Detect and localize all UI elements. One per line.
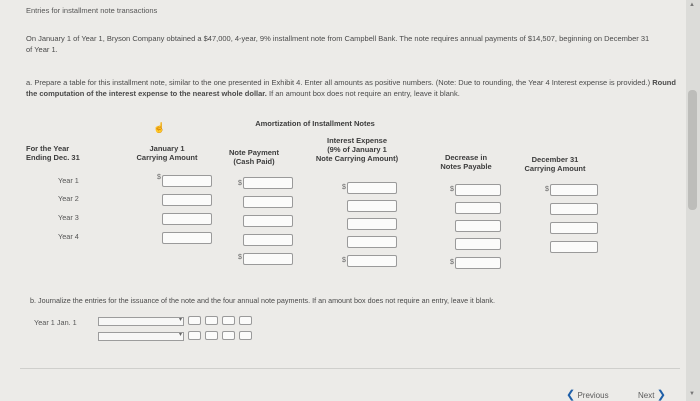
col-header-year xyxy=(26,144,96,162)
part-a-line2: Year 4 Interest expense is provided.) xyxy=(528,78,651,87)
col-header-jan1-line2: Carrying Amount xyxy=(136,153,198,162)
row-label-year1: Year 1 xyxy=(58,176,79,185)
payment-total-input[interactable] xyxy=(243,253,293,265)
interest-year2-input[interactable] xyxy=(347,200,397,212)
payment-year3-input[interactable] xyxy=(243,215,293,227)
col-header-decrease xyxy=(428,153,504,171)
interest-year4-input[interactable] xyxy=(347,236,397,248)
previous-button-label: Previous xyxy=(577,391,609,400)
col-header-jan1 xyxy=(122,144,212,162)
chevron-right-icon: ❯ xyxy=(656,389,666,401)
col-header-interest-line2: (9% of January 1 xyxy=(327,145,387,154)
chevron-down-icon: ▾ xyxy=(178,332,182,338)
scroll-down-icon[interactable]: ▼ xyxy=(689,391,695,397)
col-header-payment xyxy=(214,148,294,166)
interest-year3-input[interactable] xyxy=(347,218,397,230)
journal-debit-input-2[interactable] xyxy=(188,331,201,340)
col-header-decrease-line2: Notes Payable xyxy=(440,162,492,171)
dollar-sign: $ xyxy=(157,174,161,181)
table-title: Amortization of Installment Notes xyxy=(255,119,375,128)
dollar-sign: $ xyxy=(342,184,346,191)
part-a-instructions xyxy=(26,78,676,99)
jan1-carrying-year2-input[interactable] xyxy=(162,194,212,206)
divider xyxy=(20,368,680,369)
col-header-payment-line2: (Cash Paid) xyxy=(233,157,275,166)
journal-account-select-2[interactable] xyxy=(98,332,184,341)
dollar-sign: $ xyxy=(545,186,549,193)
row-label-year2: Year 2 xyxy=(58,194,79,203)
part-a-line3: If an amount box does not require xyxy=(268,88,382,98)
journal-credit-input-1[interactable] xyxy=(205,316,218,325)
dec31-carrying-year2-input[interactable] xyxy=(550,203,598,215)
journal-debit-input-1[interactable] xyxy=(188,316,201,325)
cursor-icon: ☝ xyxy=(153,123,166,134)
dollar-sign: $ xyxy=(450,186,454,193)
col-header-decrease-line1: Decrease in xyxy=(444,153,488,162)
journal-extra-input-1[interactable] xyxy=(222,316,235,325)
journal-extra-input-2[interactable] xyxy=(222,331,235,340)
journal-extra-input-4[interactable] xyxy=(239,331,252,340)
journal-extra-input-3[interactable] xyxy=(239,316,252,325)
part-b-instructions: b. Journalize the entries for the issuance of the note and the four annual note payments. If an amount box does not require an entry, leave it blank. xyxy=(30,296,495,305)
journal-account-select-1[interactable] xyxy=(98,317,184,326)
interest-total-input[interactable] xyxy=(347,255,397,267)
payment-year4-input[interactable] xyxy=(243,234,293,246)
dollar-sign: $ xyxy=(450,259,454,266)
jan1-carrying-year3-input[interactable] xyxy=(162,213,212,225)
payment-year2-input[interactable] xyxy=(243,196,293,208)
jan1-carrying-year1-input[interactable] xyxy=(162,175,212,187)
next-button[interactable] xyxy=(638,388,666,401)
chevron-left-icon: ❮ xyxy=(566,389,576,401)
scrollbar-thumb[interactable] xyxy=(688,90,697,210)
decrease-year4-input[interactable] xyxy=(455,238,501,250)
dollar-sign: $ xyxy=(238,180,242,187)
col-header-interest xyxy=(302,136,412,163)
col-header-dec31-line2: Carrying Amount xyxy=(524,164,586,173)
decrease-total-input[interactable] xyxy=(455,257,501,269)
decrease-year2-input[interactable] xyxy=(455,202,501,214)
part-a-line1: a. Prepare a table for this installment note, similar to the one presented in Exhibit 4. Enter all amounts as positive numbers. (Note: Due to rounding, the xyxy=(26,78,527,87)
dollar-sign: $ xyxy=(342,257,346,264)
payment-year1-input[interactable] xyxy=(243,177,293,189)
previous-button[interactable] xyxy=(566,388,609,401)
part-a-bold-instruction: Round the computation of the interest expense to the nearest whole dollar. xyxy=(26,78,676,98)
col-header-dec31 xyxy=(510,155,600,173)
dollar-sign: $ xyxy=(238,254,242,261)
chevron-down-icon: ▾ xyxy=(178,317,182,323)
jan1-carrying-year4-input[interactable] xyxy=(162,232,212,244)
scroll-up-icon[interactable]: ▲ xyxy=(689,2,695,8)
col-header-jan1-line1: January 1 xyxy=(149,144,185,153)
journal-credit-input-2[interactable] xyxy=(205,331,218,340)
col-header-interest-line1: Interest Expense xyxy=(326,136,388,145)
decrease-year1-input[interactable] xyxy=(455,184,501,196)
col-header-year-line1: For the Year xyxy=(26,144,70,153)
row-label-year4: Year 4 xyxy=(58,232,79,241)
col-header-year-line2: Ending Dec. 31 xyxy=(26,153,80,162)
next-button-label: Next xyxy=(638,391,655,400)
page-title: Entries for installment note transactions xyxy=(26,6,158,15)
problem-intro: On January 1 of Year 1, Bryson Company obtained a $47,000, 4-year, 9% installment note from Campbell Bank. The note requires annual payments of $14,507, beginning on December 31 of Year 1. xyxy=(26,34,650,54)
col-header-interest-line3: Note Carrying Amount) xyxy=(315,154,399,163)
journal-row-label-year1-jan1: Year 1 Jan. 1 xyxy=(34,318,77,327)
dec31-carrying-year1-input[interactable] xyxy=(550,184,598,196)
interest-year1-input[interactable] xyxy=(347,182,397,194)
dec31-carrying-year4-input[interactable] xyxy=(550,241,598,253)
dec31-carrying-year3-input[interactable] xyxy=(550,222,598,234)
row-label-year3: Year 3 xyxy=(58,213,79,222)
decrease-year3-input[interactable] xyxy=(455,220,501,232)
col-header-payment-line1: Note Payment xyxy=(228,148,279,157)
part-a-line4: an entry, leave it blank. xyxy=(383,88,460,98)
col-header-dec31-line1: December 31 xyxy=(531,155,579,164)
